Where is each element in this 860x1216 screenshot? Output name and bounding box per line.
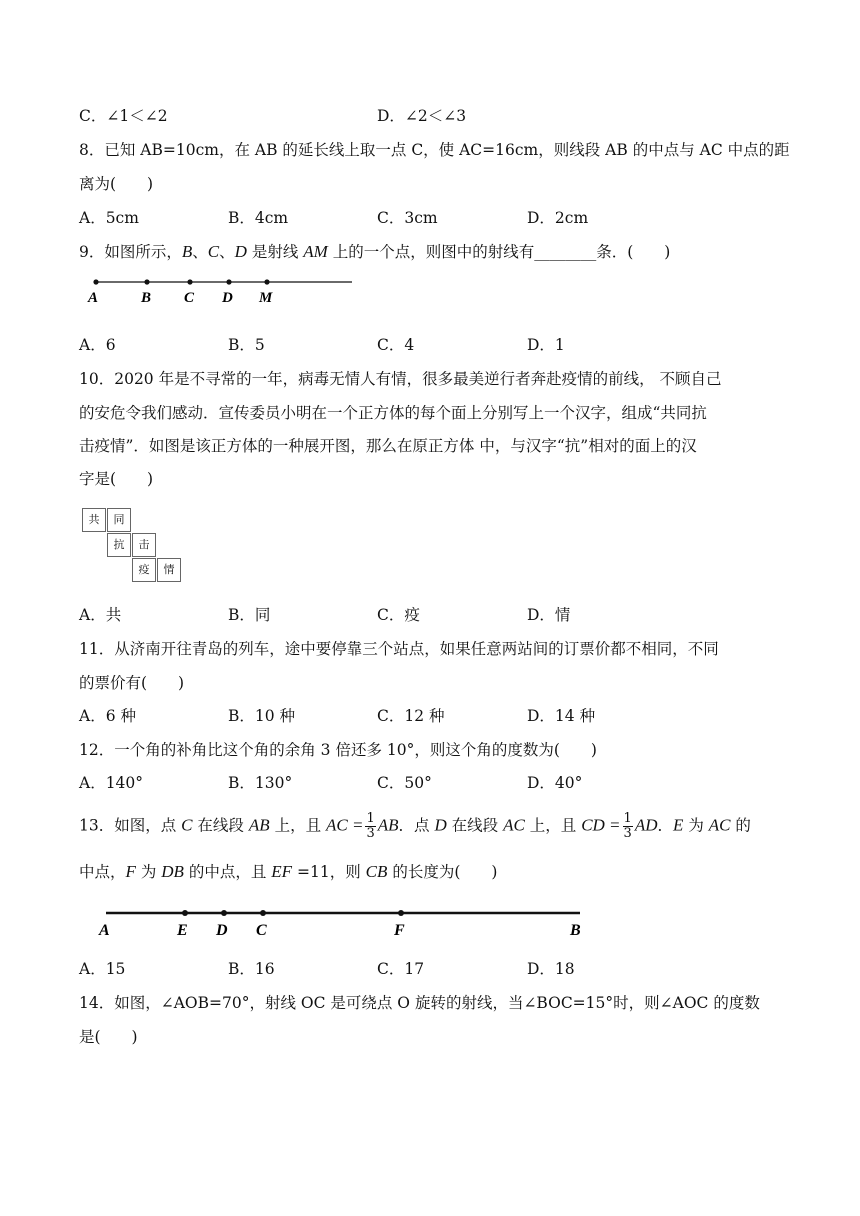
q8-option-b: B．4cm <box>228 209 289 227</box>
q9-var-b: B <box>181 242 193 261</box>
q12-option-b: B．130° <box>228 774 293 792</box>
q11-stem-line2: 的票价有( ) <box>79 674 185 692</box>
q10-option-d: D．情 <box>527 606 571 624</box>
q9-point-a <box>93 279 98 284</box>
q9-var-d: D <box>234 242 247 261</box>
q13-point-e <box>182 910 188 916</box>
q13-option-d: D．18 <box>527 960 575 978</box>
q14-stem-line2: 是( ) <box>79 1028 138 1046</box>
q13-var-ad: AD <box>634 815 658 835</box>
q13-text-5: 在线段 <box>446 816 504 835</box>
q10-stem-line2: 的安危令我们感动．宣传委员小明在一个正方体的每个面上分别写上一个汉字，组成“共同抗 <box>79 404 707 422</box>
q9-label-a: A <box>88 290 99 306</box>
q13-eq-ac: AC = <box>326 815 364 835</box>
q10-net-face-5: 疫 <box>132 558 156 582</box>
q9-sep1: 、 <box>192 243 208 261</box>
q9-stem <box>79 240 670 262</box>
q13-point-f <box>398 910 404 916</box>
q8-option-c: C．3cm <box>377 209 438 227</box>
q13-var-d: D <box>434 815 447 835</box>
q7-option-c: C．∠1＜∠2 <box>79 107 168 125</box>
q9-option-d: D．1 <box>527 336 565 354</box>
q13-line2-text-1: 中点， <box>79 863 126 881</box>
q13-line2-text-4: =11，则 <box>292 863 366 881</box>
q13-var-ac-3: AC <box>708 815 731 835</box>
q10-stem-line3: 击疫情”．如图是该正方体的一种展开图，那么在原正方体 中，与汉字“抗”相对的面上的汉 <box>79 437 697 455</box>
q10-option-b: B．同 <box>228 606 271 624</box>
q13-var-ef: EF <box>271 862 293 881</box>
q13-fraction-1-den: 3 <box>366 826 375 841</box>
q10-net-face-6: 情 <box>157 558 181 582</box>
q9-option-b: B．5 <box>228 336 265 354</box>
q9-option-a: A．6 <box>79 336 116 354</box>
q10-net-face-1: 共 <box>82 508 106 532</box>
q9-label-c: C <box>184 290 195 306</box>
q13-label-c: C <box>256 922 267 939</box>
q13-stem-line1 <box>79 812 751 841</box>
q10-net-face-3: 抗 <box>107 533 131 557</box>
q9-var-am: AM <box>303 242 328 261</box>
q13-stem-line2 <box>79 860 497 882</box>
q13-text-8: 为 <box>683 816 709 835</box>
q13-fraction-2-num: 1 <box>623 811 632 826</box>
q13-fraction-1 <box>365 812 375 841</box>
q11-option-c: C．12 种 <box>377 707 445 725</box>
q10-stem-line4: 字是( ) <box>79 470 154 488</box>
q8-option-d: D．2cm <box>527 209 589 227</box>
q13-point-c <box>260 910 266 916</box>
q13-text-2: 在线段 <box>192 816 249 835</box>
q11-option-b: B．10 种 <box>228 707 296 725</box>
q13-option-b: B．16 <box>228 960 275 978</box>
q12-option-d: D．40° <box>527 774 583 792</box>
q11-option-a: A．6 种 <box>79 707 136 725</box>
q13-text-9: 的 <box>730 816 751 835</box>
q13-var-e: E <box>673 815 684 835</box>
q13-var-c: C <box>181 815 193 835</box>
q13-line2-text-2: 为 <box>135 863 162 881</box>
q13-label-b: B <box>570 922 581 939</box>
q9-point-m <box>264 279 269 284</box>
q10-net-face-4: 击 <box>132 533 156 557</box>
q9-mid: 是射线 <box>246 243 304 261</box>
q13-eq-cd: CD = <box>581 815 621 835</box>
q13-text-7: ． <box>657 816 673 835</box>
q7-option-d: D．∠2＜∠3 <box>377 107 467 125</box>
q13-text-3: 上，且 <box>269 816 326 835</box>
q8-option-a: A．5cm <box>79 209 139 227</box>
q12-option-c: C．50° <box>377 774 432 792</box>
q10-option-a: A．共 <box>79 606 122 624</box>
q13-label-d: D <box>216 922 228 939</box>
q13-label-e: E <box>177 922 188 939</box>
q13-var-cb: CB <box>365 862 388 881</box>
q13-fraction-2-den: 3 <box>623 826 632 841</box>
q10-option-c: C．疫 <box>377 606 420 624</box>
q9-sep2: 、 <box>219 243 235 261</box>
q9-label-b: B <box>141 290 152 306</box>
q9-label-d: D <box>222 290 233 306</box>
q13-var-f: F <box>125 862 136 881</box>
q13-text-6: 上，且 <box>524 816 582 835</box>
q14-stem-line1: 14．如图，∠AOB=70°，射线 OC 是可绕点 O 旋转的射线，当∠BOC=15°时，则∠AOC 的度数 <box>79 994 760 1012</box>
q10-cube-net <box>82 508 186 586</box>
q9-point-b <box>144 279 149 284</box>
q9-prefix: 9．如图所示， <box>79 243 182 261</box>
q13-label-f: F <box>394 922 405 939</box>
q8-stem-line1: 8．已知 AB=10cm，在 AB 的延长线上取一点 C，使 AC=16cm，则线段 AB 的中点与 AC 中点的距 <box>79 141 790 159</box>
q13-var-db: DB <box>161 862 184 881</box>
q9-label-m: M <box>259 290 273 306</box>
q13-line2-text-3: 的中点，且 <box>183 863 272 881</box>
q13-line2-text-5: 的长度为( ) <box>387 863 498 881</box>
q11-option-d: D．14 种 <box>527 707 596 725</box>
q13-text-4: ．点 <box>398 816 435 835</box>
q12-stem: 12．一个角的补角比这个角的余角 3 倍还多 10°，则这个角的度数为( ) <box>79 741 597 759</box>
q13-option-c: C．17 <box>377 960 425 978</box>
q10-net-face-2: 同 <box>107 508 131 532</box>
q13-var-ab-2: AB <box>377 815 399 835</box>
q13-label-a: A <box>99 922 110 939</box>
q13-point-d <box>221 910 227 916</box>
q12-option-a: A．140° <box>79 774 144 792</box>
q9-point-c <box>187 279 192 284</box>
q13-fraction-1-num: 1 <box>366 811 375 826</box>
q9-var-c: C <box>207 242 220 261</box>
q13-segment-figure <box>94 902 594 942</box>
q11-stem-line1: 11．从济南开往青岛的列车，途中要停靠三个站点，如果任意两站间的订票价都不相同，不同 <box>79 640 719 658</box>
q9-option-c: C．4 <box>377 336 415 354</box>
q9-ray-figure <box>84 270 356 306</box>
q13-var-ac-2: AC <box>503 815 525 835</box>
q13-fraction-2 <box>623 812 633 841</box>
q9-suffix: 上的一个点，则图中的射线有________条．( ) <box>327 243 671 261</box>
q8-stem-line2: 离为( ) <box>79 175 154 193</box>
q13-var-ab: AB <box>248 815 270 835</box>
q9-point-d <box>226 279 231 284</box>
q13-option-a: A．15 <box>79 960 126 978</box>
q10-stem-line1: 10．2020 年是不寻常的一年，病毒无情人有情，很多最美逆行者奔赴疫情的前线， 不顾自己 <box>79 370 722 388</box>
q13-text-1: 13．如图，点 <box>79 816 182 835</box>
